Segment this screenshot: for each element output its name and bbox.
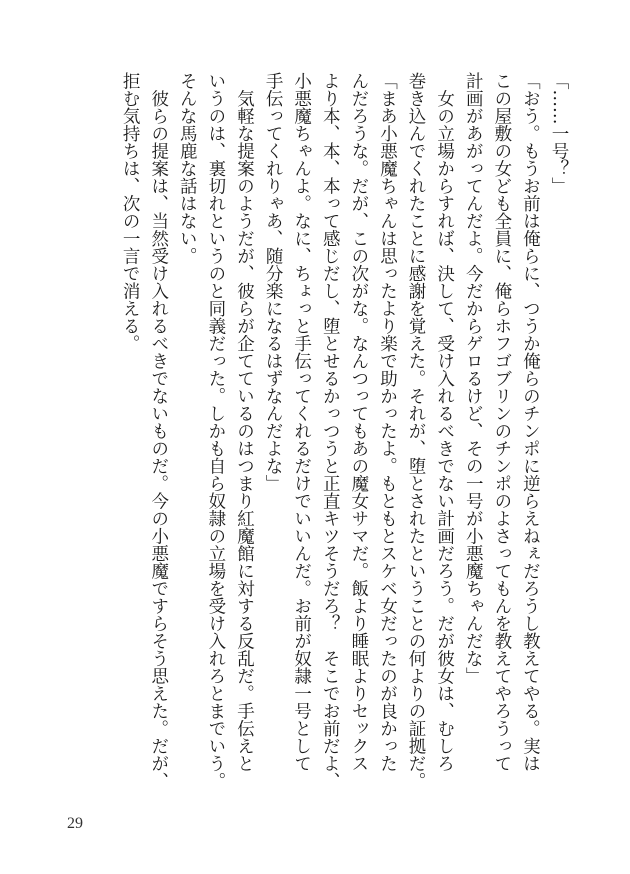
text-line: 「まあ小悪魔ちゃんは思ったより楽で助かったよ。もともとスケベ女だったのが良かった	[377, 72, 398, 772]
text-line: 彼らの提案は、当然受け入れるべきでないものだ。今の小悪魔ですらそう思えた。だが、	[148, 72, 169, 790]
text-line: 気軽な提案のようだが、彼らが企てているのはつまり紅魔館に対する反乱だ。手伝えと	[234, 72, 255, 772]
page-number: 29	[67, 815, 83, 832]
text-line: 拒む気持ちは、次の一言で消える。	[120, 72, 141, 352]
text-line: 計画があがってんだよ。今だからゲロるけど、その一号が小悪魔ちゃんだな」	[463, 72, 484, 685]
text-line: この屋敷の女ども全員に、俺らホフゴブリンのチンポのよさってもんを教えてやろうって	[491, 72, 512, 772]
text-line: んだろうな。だが、この次がな。なんつってもあの魔女サマだ。飯より睡眠よりセックス	[348, 72, 369, 772]
vertical-text-body	[116, 72, 574, 790]
text-line: 巻き込んでくれたことに感謝を覚えた。それが、堕とされたということの何よりの証拠だ。	[406, 72, 427, 790]
text-line: そんな馬鹿な話はない。	[177, 72, 198, 265]
text-line: いうのは、裏切れというのと同義だった。しかも自ら奴隷の立場を受け入れろとまでいう。	[205, 72, 226, 790]
text-line: 「……一号？」	[549, 72, 569, 195]
text-line: 女の立場からすれば、決して、受け入れるべきでない計画だろう。だが彼女は、むしろ	[434, 72, 455, 772]
text-line: より本、本、本って感じだし、堕とせるかっつうと正直キツそうだろ？ そこでお前だよ、	[320, 72, 341, 790]
text-line: 「おう。もうお前は俺らに、つうか俺らのチンポに逆らえねぇだろうし教えてやる。実は	[520, 72, 541, 772]
text-line: 小悪魔ちゃんよ。なに、ちょっと手伝ってくれるだけでいいんだ。お前が奴隷一号として	[291, 72, 312, 772]
text-line: 手伝ってくれりゃあ、随分楽になるはずなんだよな」	[263, 72, 284, 492]
